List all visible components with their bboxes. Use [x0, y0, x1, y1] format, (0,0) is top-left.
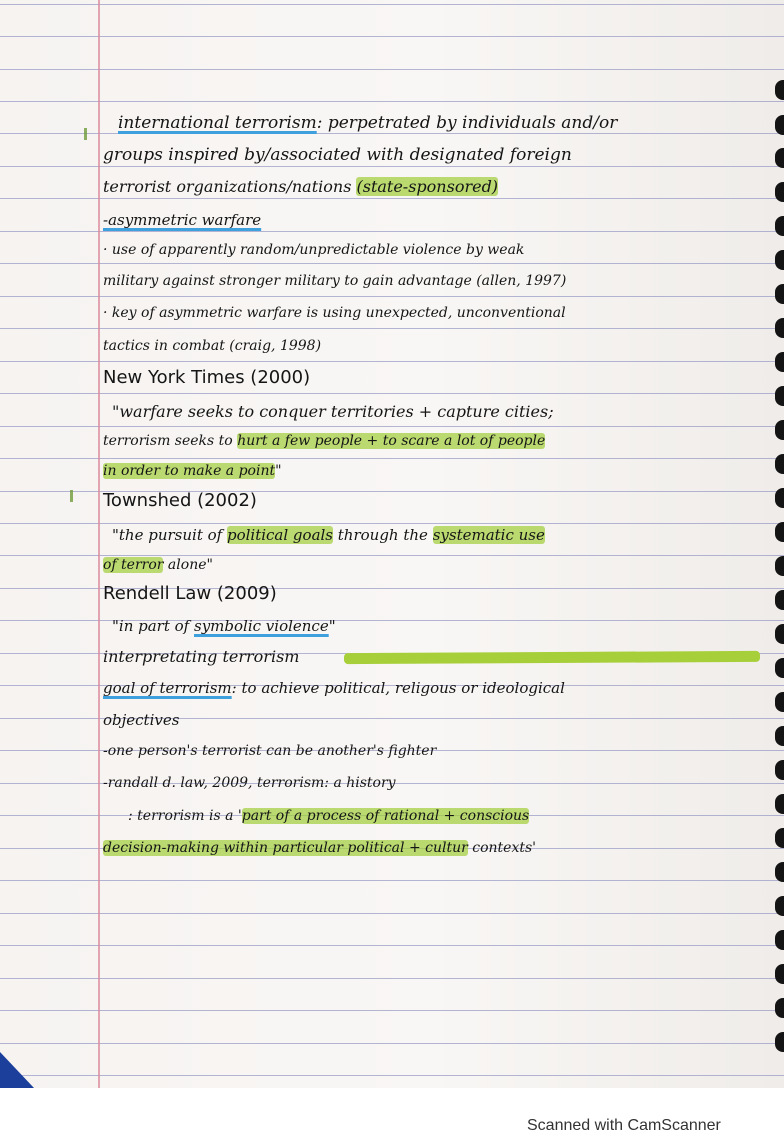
ruled-line	[0, 880, 784, 881]
heading-interpretating-terrorism	[103, 647, 299, 667]
note-line-5	[103, 242, 524, 260]
ruled-line	[0, 361, 784, 362]
binding-hole	[775, 862, 784, 882]
source-heading: Townshed (2002)	[103, 490, 257, 511]
note-text: contexts'	[467, 840, 537, 856]
section-heading: interpretating terrorism	[103, 647, 300, 666]
margin-highlight-mark	[84, 128, 87, 140]
highlight-rational-process: part of a process of rational + conscious	[241, 808, 530, 824]
binding-hole	[775, 590, 784, 610]
point-line-3	[128, 808, 529, 826]
binding-hole	[775, 624, 784, 644]
quote-1-line-1	[112, 402, 554, 422]
binding-hole	[775, 896, 784, 916]
blue-cover-corner	[0, 1052, 34, 1088]
binding-hole	[775, 216, 784, 236]
quote-1-line-2	[103, 433, 545, 451]
note-line-2	[103, 145, 572, 166]
binding-hole	[775, 1032, 784, 1052]
quote-2-line-1	[112, 526, 545, 545]
term-symbolic-violence: symbolic violence	[194, 617, 329, 635]
quote-text: "	[328, 617, 336, 635]
margin-highlight-mark	[70, 490, 73, 502]
highlight-of-terror: of terror	[103, 557, 164, 573]
binding-hole	[775, 318, 784, 338]
binding-hole	[775, 488, 784, 508]
binding-hole	[775, 964, 784, 984]
binding-hole	[775, 692, 784, 712]
highlight-political-goals: political goals	[226, 526, 334, 544]
point-line-1	[103, 743, 436, 761]
binding-hole	[775, 998, 784, 1018]
heading-townshed	[103, 490, 257, 513]
note-text: terrorist organizations/nations	[103, 177, 357, 196]
goal-line-1	[103, 679, 565, 698]
highlight-systematic-use: systematic use	[432, 526, 545, 544]
binding-hole	[775, 760, 784, 780]
ruled-line	[0, 36, 784, 37]
ruled-line	[0, 913, 784, 914]
ruled-line	[0, 231, 784, 232]
highlight-hurt-few-people: hurt a few people + to scare a lot of people	[237, 433, 546, 449]
scanner-watermark: Scanned with CamScanner	[527, 1117, 721, 1134]
binding-hole	[775, 556, 784, 576]
goal-line-2	[103, 711, 179, 730]
note-line-1	[118, 113, 617, 134]
quote-text: alone"	[163, 557, 213, 573]
binding-hole	[775, 420, 784, 440]
term-asymmetric-warfare: -asymmetric warfare	[103, 211, 262, 229]
ruled-line	[0, 296, 784, 297]
quote-text: "	[275, 463, 282, 479]
term-international-terrorism: international terrorism	[118, 113, 317, 133]
binding-hole	[775, 284, 784, 304]
term-goal-of-terrorism: goal of terrorism	[103, 679, 232, 697]
quote-2-line-2	[103, 557, 213, 575]
note-text: -one person's terrorist can be another's fighter	[103, 743, 437, 759]
note-text: -randall d. law, 2009, terrorism: a history	[103, 775, 396, 791]
note-line-4	[103, 211, 261, 230]
ruled-line	[0, 1075, 784, 1076]
note-text: groups inspired by/associated with designated foreign	[103, 145, 572, 165]
binding-hole	[775, 828, 784, 848]
note-text: : terrorism is a '	[128, 808, 242, 824]
quote-3	[112, 617, 336, 636]
source-heading: Rendell Law (2009)	[103, 583, 277, 604]
ruled-line	[0, 263, 784, 264]
note-text: tactics in combat (craig, 1998)	[103, 338, 322, 354]
binding-hole	[775, 726, 784, 746]
margin-line	[98, 0, 100, 1088]
highlight-state-sponsored: (state-sponsored)	[356, 177, 499, 196]
ruled-line	[0, 523, 784, 524]
ruled-line	[0, 101, 784, 102]
binding-hole	[775, 352, 784, 372]
quote-text: "warfare seeks to conquer territories + capture cities;	[112, 402, 554, 421]
heading-new-york-times	[103, 367, 310, 390]
ruled-line	[0, 1043, 784, 1044]
ruled-line	[0, 328, 784, 329]
highlight-make-a-point: in order to make a point	[103, 463, 276, 479]
note-line-6	[103, 273, 566, 291]
ruled-line	[0, 458, 784, 459]
note-line-3	[103, 177, 498, 197]
definition-text: : perpetrated by individuals and/or	[316, 113, 618, 133]
quote-1-line-3	[103, 463, 282, 481]
ruled-line	[0, 978, 784, 979]
ruled-line	[0, 555, 784, 556]
point-line-4	[103, 840, 536, 858]
ruled-line	[0, 393, 784, 394]
binding-hole	[775, 386, 784, 406]
note-text: · use of apparently random/unpredictable violence by weak	[103, 242, 525, 258]
note-text: · key of asymmetric warfare is using unexpected, unconventional	[103, 305, 566, 321]
note-text: : to achieve political, religous or ideological	[231, 679, 565, 697]
ruled-line	[0, 945, 784, 946]
quote-text: "in part of	[112, 617, 194, 635]
quote-text: through the	[333, 526, 433, 544]
highlight-decision-making: decision-making within particular political + cultur	[103, 840, 468, 856]
highlighter-stroke	[344, 651, 760, 664]
ruled-line	[0, 198, 784, 199]
binding-hole	[775, 250, 784, 270]
note-line-7	[103, 305, 566, 323]
binding-hole	[775, 182, 784, 202]
source-heading: New York Times (2000)	[103, 367, 311, 388]
binding-hole	[775, 930, 784, 950]
binding-hole	[775, 454, 784, 474]
binding-hole	[775, 115, 784, 135]
quote-text: terrorism seeks to	[103, 433, 238, 449]
binding-hole	[775, 80, 784, 100]
note-text: objectives	[103, 711, 180, 729]
binding-hole	[775, 794, 784, 814]
ruled-line	[0, 1010, 784, 1011]
ruled-line	[0, 69, 784, 70]
binding-hole	[775, 522, 784, 542]
ruled-line	[0, 426, 784, 427]
point-line-2	[103, 775, 396, 793]
ruled-line	[0, 4, 784, 5]
quote-text: "the pursuit of	[112, 526, 227, 544]
binding-hole	[775, 658, 784, 678]
note-line-8	[103, 338, 321, 356]
binding-hole	[775, 148, 784, 168]
note-text: military against stronger military to gain advantage (allen, 1997)	[103, 273, 567, 289]
heading-rendell-law	[103, 583, 277, 606]
